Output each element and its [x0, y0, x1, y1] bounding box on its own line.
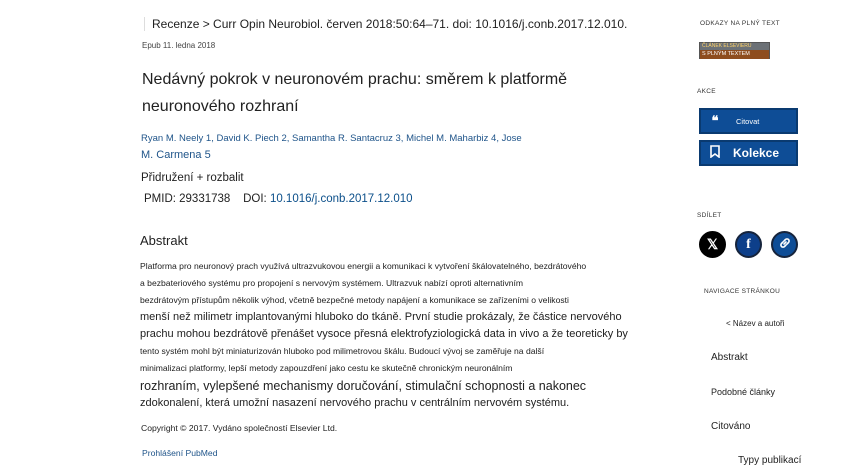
badge-line-2: S PLNÝM TEXTEM	[700, 50, 769, 59]
pmid: PMID: 29331738	[144, 193, 231, 205]
quote-icon: ❝	[711, 113, 719, 128]
author-list[interactable]	[141, 131, 541, 163]
abstract-line: zdokonalení, která umožní nasazení nervového prachu v centrálním nervovém systému.	[140, 397, 570, 409]
bookmark-icon	[705, 145, 725, 161]
copyright: Copyright © 2017. Vydáno společností Elsevier Ltd.	[141, 423, 338, 433]
title-line-2: neuronového rozhraní	[142, 98, 299, 115]
elsevier-fulltext-link[interactable]	[699, 42, 770, 59]
link-icon	[778, 236, 792, 253]
epub-date: Epub 11. ledna 2018	[142, 41, 216, 50]
nav-similar-articles[interactable]: Podobné články	[711, 387, 776, 397]
abstract-line: prachu mohou bezdrátově přenášet vysoce přesná elektrofyziologická data in vivo a že teoreticky by	[140, 328, 628, 340]
actions-heading: AKCE	[697, 88, 716, 95]
abstract-line: rozhraním, vylepšené mechanismy doručování, stimulační schopnosti a nakonec	[140, 379, 587, 393]
pubmed-disclaimer-link[interactable]: Prohlášení PubMed	[142, 448, 218, 458]
breadcrumb-text[interactable]: Recenze > Curr Opin Neurobiol. červen 2018:50:64–71. doi: 10.1016/j.conb.2017.12.010.	[144, 17, 627, 31]
title-line-1: Nedávný pokrok v neuronovém prachu: směrem k platformě	[142, 71, 568, 88]
nav-publication-types[interactable]: Typy publikací	[738, 455, 802, 466]
badge-line-1: ČLÁNEK ELSEVIERU	[700, 43, 769, 50]
page-nav-heading: NAVIGACE STRÁNKOU	[704, 288, 781, 295]
article-identifiers	[144, 193, 413, 205]
authors-line-2[interactable]: M. Carmena 5	[141, 149, 211, 161]
nav-abstract[interactable]: Abstrakt	[711, 352, 748, 363]
doi-label: DOI:	[243, 193, 267, 205]
breadcrumb[interactable]	[144, 17, 627, 31]
cite-label: Citovat	[736, 116, 760, 126]
nav-title-authors[interactable]: < Název a autoři	[726, 319, 785, 328]
collections-button[interactable]	[699, 140, 798, 166]
nav-cited-by[interactable]: Citováno	[711, 421, 751, 432]
abstract-line: minimalizaci platformy, lepší metody zapouzdření jako cestu ke skutečně chronickým neuronálním	[140, 363, 513, 373]
cite-button[interactable]	[699, 108, 798, 134]
x-icon: 𝕏	[706, 236, 719, 252]
facebook-icon: f	[746, 236, 751, 252]
authors-line-1[interactable]: Ryan M. Neely 1, David K. Piech 2, Samantha R. Santacruz 3, Michel M. Maharbiz 4, Jose	[141, 133, 522, 144]
abstract-line: tento systém mohl být miniaturizován hluboko pod milimetrovou škálu. Budoucí vývoj se zaměřuje na další	[140, 346, 545, 356]
affiliations-toggle[interactable]: Přidružení + rozbalit	[141, 172, 244, 184]
abstract-text	[140, 258, 650, 412]
abstract-line: a bezbateriového systému pro propojení s nervovým systémem. Ultrazvuk nabízí oproti alternativním	[140, 278, 524, 288]
doi-link[interactable]: 10.1016/j.conb.2017.12.010	[269, 193, 413, 205]
share-link-button[interactable]	[771, 231, 798, 258]
share-x-button[interactable]	[699, 231, 726, 258]
abstract-heading: Abstrakt	[140, 233, 188, 248]
page-title	[142, 66, 612, 120]
abstract-line: bezdrátovým přístupům několik výhod, včetně bezpečné metody napájení a komunikace se zařízeními o velikosti	[140, 295, 569, 305]
share-facebook-button[interactable]	[735, 231, 762, 258]
abstract-line: Platforma pro neuronový prach využívá ultrazvukovou energii a komunikaci k vytvoření škálovatelného, bezdrátového	[140, 261, 587, 271]
share-heading: SDÍLET	[697, 212, 722, 219]
collections-label: Kolekce	[733, 146, 780, 160]
abstract-line: menší než milimetr implantovanými hluboko do tkáně. První studie prokázaly, že částice nervového	[140, 311, 622, 323]
fulltext-heading: ODKAZY NA PLNÝ TEXT	[700, 20, 780, 27]
